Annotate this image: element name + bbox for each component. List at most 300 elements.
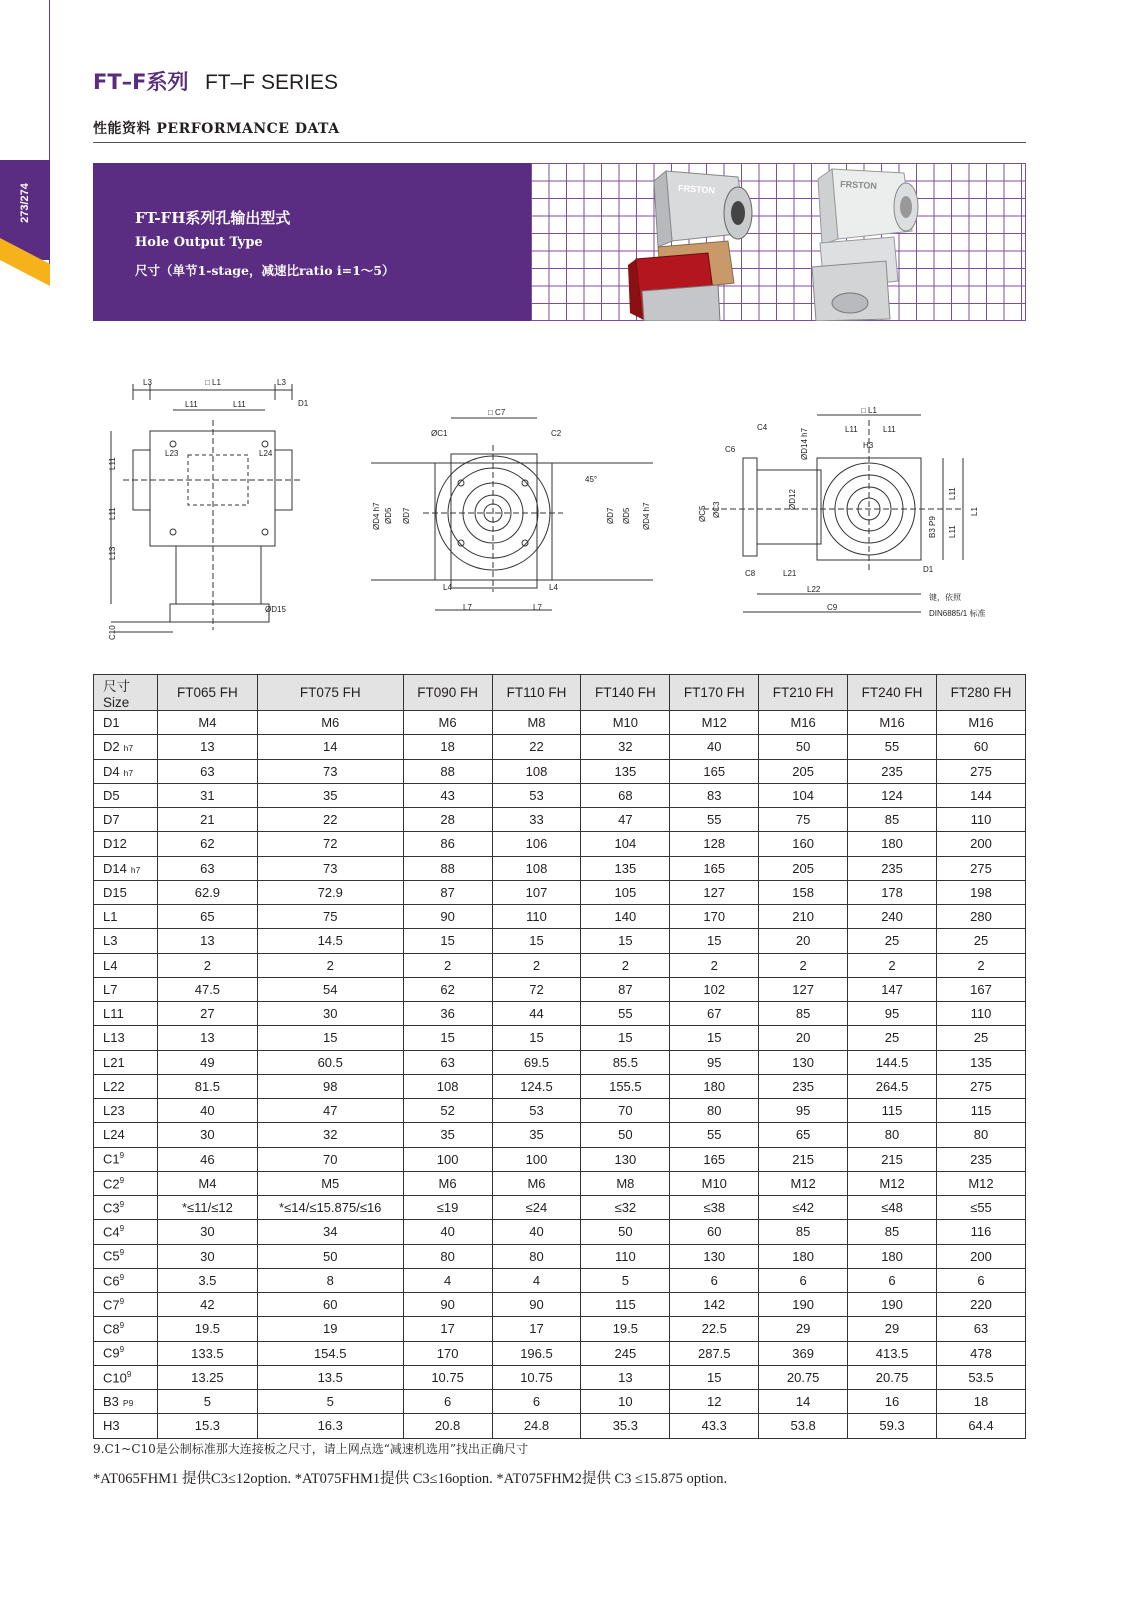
dim-D14: ØD14 h7 bbox=[800, 427, 809, 460]
table-cell: 47 bbox=[581, 808, 670, 832]
table-cell: 50 bbox=[581, 1123, 670, 1147]
product-image-silver bbox=[798, 163, 928, 321]
table-cell: 160 bbox=[759, 832, 848, 856]
table-cell: *≤11/≤12 bbox=[157, 1196, 257, 1220]
row-label-sup: 9 bbox=[119, 1296, 125, 1306]
table-cell: 108 bbox=[403, 1074, 492, 1098]
table-cell: 413.5 bbox=[848, 1341, 937, 1365]
row-label-name: L11 bbox=[103, 1006, 124, 1022]
row-label bbox=[94, 711, 158, 735]
table-cell: 85 bbox=[848, 1220, 937, 1244]
series-title-cn: FT–F系列 bbox=[93, 70, 189, 94]
table-cell: 275 bbox=[936, 759, 1025, 783]
table-cell: 110 bbox=[936, 808, 1025, 832]
dim-C6: C6 bbox=[725, 445, 736, 454]
table-cell: 65 bbox=[157, 905, 257, 929]
row-label-sub: h7 bbox=[123, 767, 134, 778]
row-label bbox=[94, 735, 158, 759]
table-cell: 63 bbox=[936, 1317, 1025, 1341]
table-header-col: FT280 FH bbox=[936, 675, 1025, 711]
table-cell: 200 bbox=[936, 832, 1025, 856]
table-cell: 180 bbox=[848, 1244, 937, 1268]
table-cell: 47.5 bbox=[157, 977, 257, 1001]
row-label-name: B3 bbox=[103, 1394, 119, 1410]
table-cell: 86 bbox=[403, 832, 492, 856]
table-cell: 196.5 bbox=[492, 1341, 581, 1365]
table-cell: 240 bbox=[848, 905, 937, 929]
table-cell: 198 bbox=[936, 880, 1025, 904]
row-label-name: L21 bbox=[103, 1054, 125, 1070]
table-cell: 235 bbox=[848, 759, 937, 783]
banner-spec: 尺寸（单节1-stage，减速比ratio i=1～5） bbox=[135, 263, 395, 278]
table-cell: 25 bbox=[936, 929, 1025, 953]
table-header-col: FT110 FH bbox=[492, 675, 581, 711]
table-cell: 130 bbox=[759, 1050, 848, 1074]
table-cell: 63 bbox=[157, 759, 257, 783]
table-cell: 85 bbox=[848, 808, 937, 832]
table-cell: M6 bbox=[257, 711, 403, 735]
table-cell: 65 bbox=[759, 1123, 848, 1147]
table-cell: M4 bbox=[157, 711, 257, 735]
table-row bbox=[94, 977, 1026, 1001]
table-row bbox=[94, 1099, 1026, 1123]
table-cell: 108 bbox=[492, 856, 581, 880]
dim-C3: ØC3 bbox=[712, 501, 721, 518]
table-cell: 135 bbox=[936, 1050, 1025, 1074]
table-cell: M8 bbox=[492, 711, 581, 735]
table-cell: 6 bbox=[492, 1390, 581, 1414]
table-cell: 72.9 bbox=[257, 880, 403, 904]
table-row bbox=[94, 759, 1026, 783]
table-cell: 142 bbox=[670, 1293, 759, 1317]
dim-C1: ØC1 bbox=[431, 429, 448, 438]
table-cell: 6 bbox=[670, 1268, 759, 1292]
table-cell: 178 bbox=[848, 880, 937, 904]
table-cell: 50 bbox=[759, 735, 848, 759]
row-label-name: C3 bbox=[103, 1200, 120, 1216]
dim-D4-left: ØD4 h7 bbox=[372, 502, 381, 530]
table-cell: 13.25 bbox=[157, 1365, 257, 1389]
product-image-red bbox=[628, 163, 758, 321]
key-note-1: 键，依照 bbox=[929, 593, 961, 602]
table-cell: 287.5 bbox=[670, 1341, 759, 1365]
table-cell: 115 bbox=[936, 1099, 1025, 1123]
table-cell: 55 bbox=[670, 1123, 759, 1147]
dim-D7-left: ØD7 bbox=[402, 507, 411, 524]
table-cell: 2 bbox=[403, 953, 492, 977]
row-label bbox=[94, 832, 158, 856]
dim-L1-left: □ L1 bbox=[205, 378, 221, 387]
dim-L11-d: L11 bbox=[108, 507, 117, 520]
row-label-name: L3 bbox=[103, 933, 118, 949]
table-cell: 95 bbox=[759, 1099, 848, 1123]
dim-L11-e: L11 bbox=[845, 425, 858, 434]
dim-L11-g: L11 bbox=[948, 487, 957, 500]
table-cell: 88 bbox=[403, 759, 492, 783]
table-cell: 75 bbox=[257, 905, 403, 929]
row-label-name: C7 bbox=[103, 1297, 120, 1313]
table-cell: M10 bbox=[581, 711, 670, 735]
table-cell: 13 bbox=[157, 1026, 257, 1050]
table-header-col: FT075 FH bbox=[257, 675, 403, 711]
table-cell: M16 bbox=[759, 711, 848, 735]
table-cell: 104 bbox=[759, 783, 848, 807]
table-row bbox=[94, 905, 1026, 929]
dim-H3: H3 bbox=[863, 441, 874, 450]
table-cell: 35 bbox=[257, 783, 403, 807]
table-row bbox=[94, 856, 1026, 880]
row-label-sup: 9 bbox=[119, 1199, 125, 1209]
table-cell: 32 bbox=[581, 735, 670, 759]
table-cell: 90 bbox=[403, 905, 492, 929]
table-cell: 124 bbox=[848, 783, 937, 807]
row-label bbox=[94, 1390, 158, 1414]
table-cell: M6 bbox=[403, 711, 492, 735]
row-label-sup: 9 bbox=[119, 1272, 125, 1282]
table-cell: 25 bbox=[848, 1026, 937, 1050]
key-note-2: DIN6885/1 标准 bbox=[929, 609, 986, 618]
technical-drawings bbox=[93, 360, 1026, 650]
table-cell: 18 bbox=[936, 1390, 1025, 1414]
table-cell: 10.75 bbox=[403, 1365, 492, 1389]
table-cell: M16 bbox=[936, 711, 1025, 735]
table-cell: 100 bbox=[492, 1147, 581, 1171]
row-label-name: D12 bbox=[103, 836, 127, 852]
table-cell: 69.5 bbox=[492, 1050, 581, 1074]
table-row bbox=[94, 1196, 1026, 1220]
table-cell: 60.5 bbox=[257, 1050, 403, 1074]
table-cell: 18 bbox=[403, 735, 492, 759]
table-cell: 22 bbox=[492, 735, 581, 759]
row-label bbox=[94, 1244, 158, 1268]
section-divider bbox=[93, 142, 1026, 143]
table-cell: 5 bbox=[581, 1268, 670, 1292]
table-cell: 2 bbox=[936, 953, 1025, 977]
table-row bbox=[94, 735, 1026, 759]
dim-L1-vert: L1 bbox=[970, 507, 979, 516]
series-title bbox=[93, 66, 338, 96]
row-label-name: C4 bbox=[103, 1224, 120, 1240]
table-cell: 80 bbox=[492, 1244, 581, 1268]
table-row bbox=[94, 1268, 1026, 1292]
table-cell: 87 bbox=[403, 880, 492, 904]
table-cell: 4 bbox=[492, 1268, 581, 1292]
row-label bbox=[94, 1026, 158, 1050]
table-cell: 24.8 bbox=[492, 1414, 581, 1438]
table-cell: 108 bbox=[492, 759, 581, 783]
table-cell: 47 bbox=[257, 1099, 403, 1123]
table-cell: 50 bbox=[581, 1220, 670, 1244]
table-cell: 30 bbox=[157, 1220, 257, 1244]
table-cell: 180 bbox=[670, 1074, 759, 1098]
table-cell: 80 bbox=[936, 1123, 1025, 1147]
table-cell: 100 bbox=[403, 1147, 492, 1171]
table-cell: 40 bbox=[492, 1220, 581, 1244]
table-row bbox=[94, 1317, 1026, 1341]
table-cell: 40 bbox=[670, 735, 759, 759]
table-cell: 50 bbox=[257, 1244, 403, 1268]
table-cell: 81.5 bbox=[157, 1074, 257, 1098]
table-cell: 147 bbox=[848, 977, 937, 1001]
row-label bbox=[94, 977, 158, 1001]
row-label bbox=[94, 953, 158, 977]
dim-L7-left: L7 bbox=[463, 603, 472, 612]
table-cell: 17 bbox=[403, 1317, 492, 1341]
row-label bbox=[94, 880, 158, 904]
table-cell: 52 bbox=[403, 1099, 492, 1123]
row-label-sup: 9 bbox=[119, 1345, 125, 1355]
table-cell: 200 bbox=[936, 1244, 1025, 1268]
row-label-sup: 9 bbox=[126, 1369, 132, 1379]
table-cell: 62 bbox=[403, 977, 492, 1001]
table-cell: M12 bbox=[759, 1171, 848, 1195]
row-label bbox=[94, 1171, 158, 1195]
table-cell: 215 bbox=[759, 1147, 848, 1171]
table-cell: M6 bbox=[492, 1171, 581, 1195]
row-label-name: D2 bbox=[103, 739, 120, 755]
table-cell: 29 bbox=[848, 1317, 937, 1341]
table-cell: 115 bbox=[581, 1293, 670, 1317]
table-cell: 15 bbox=[403, 929, 492, 953]
table-header-col: FT170 FH bbox=[670, 675, 759, 711]
table-cell: 22 bbox=[257, 808, 403, 832]
table-cell: 235 bbox=[759, 1074, 848, 1098]
row-label bbox=[94, 1365, 158, 1389]
dim-C9: C9 bbox=[827, 603, 838, 612]
dim-L23: L23 bbox=[165, 449, 179, 458]
table-cell: 16.3 bbox=[257, 1414, 403, 1438]
row-label bbox=[94, 1293, 158, 1317]
table-cell: 55 bbox=[848, 735, 937, 759]
dim-B3: B3 P9 bbox=[928, 516, 937, 538]
dim-C8: C8 bbox=[745, 569, 756, 578]
table-cell: 33 bbox=[492, 808, 581, 832]
table-row bbox=[94, 1220, 1026, 1244]
table-cell: 6 bbox=[403, 1390, 492, 1414]
table-cell: 25 bbox=[848, 929, 937, 953]
drawing-adapter-labels bbox=[698, 406, 985, 618]
dim-D5-left: ØD5 bbox=[384, 507, 393, 524]
table-cell: 53.8 bbox=[759, 1414, 848, 1438]
table-cell: 30 bbox=[157, 1123, 257, 1147]
table-cell: 2 bbox=[848, 953, 937, 977]
row-label-name: D15 bbox=[103, 884, 127, 900]
dim-D1: D1 bbox=[298, 399, 309, 408]
table-cell: 135 bbox=[581, 759, 670, 783]
dim-C4: C4 bbox=[757, 423, 768, 432]
table-cell: 85.5 bbox=[581, 1050, 670, 1074]
table-cell: 10 bbox=[581, 1390, 670, 1414]
table-cell: 59.3 bbox=[848, 1414, 937, 1438]
dim-L7-right: L7 bbox=[533, 603, 542, 612]
table-cell: 15 bbox=[492, 929, 581, 953]
row-label-name: D5 bbox=[103, 787, 120, 803]
table-cell: 210 bbox=[759, 905, 848, 929]
table-cell: ≤42 bbox=[759, 1196, 848, 1220]
table-cell: 49 bbox=[157, 1050, 257, 1074]
footnote-1: 9.C1~C10是公制标准那大连接板之尺寸，请上网点选“减速机选用”找出正确尺寸 bbox=[93, 1442, 529, 1456]
table-cell: 15 bbox=[257, 1026, 403, 1050]
table-cell: 35.3 bbox=[581, 1414, 670, 1438]
table-cell: 30 bbox=[257, 1002, 403, 1026]
table-cell: 12 bbox=[670, 1390, 759, 1414]
table-cell: 75 bbox=[759, 808, 848, 832]
table-cell: 40 bbox=[157, 1099, 257, 1123]
table-cell: ≤48 bbox=[848, 1196, 937, 1220]
row-label-name: C5 bbox=[103, 1248, 120, 1264]
table-cell: 21 bbox=[157, 808, 257, 832]
table-cell: 95 bbox=[670, 1050, 759, 1074]
table-cell: 264.5 bbox=[848, 1074, 937, 1098]
table-cell: M10 bbox=[670, 1171, 759, 1195]
row-label-name: D1 bbox=[103, 715, 120, 731]
table-cell: 20 bbox=[759, 1026, 848, 1050]
table-cell: 170 bbox=[403, 1341, 492, 1365]
table-cell: 60 bbox=[936, 735, 1025, 759]
table-cell: 140 bbox=[581, 905, 670, 929]
row-label-name: C8 bbox=[103, 1321, 120, 1337]
table-cell: ≤32 bbox=[581, 1196, 670, 1220]
table-cell: 2 bbox=[759, 953, 848, 977]
table-cell: 8 bbox=[257, 1268, 403, 1292]
dim-C7: □ C7 bbox=[488, 408, 506, 417]
table-cell: 369 bbox=[759, 1341, 848, 1365]
table-cell: 154.5 bbox=[257, 1341, 403, 1365]
table-cell: 165 bbox=[670, 856, 759, 880]
row-label-name: L23 bbox=[103, 1103, 125, 1119]
row-label bbox=[94, 1002, 158, 1026]
table-cell: 13 bbox=[157, 735, 257, 759]
table-cell: 205 bbox=[759, 759, 848, 783]
table-cell: 158 bbox=[759, 880, 848, 904]
table-cell: 19.5 bbox=[157, 1317, 257, 1341]
table-cell: 2 bbox=[257, 953, 403, 977]
table-cell: 22.5 bbox=[670, 1317, 759, 1341]
table-cell: 62.9 bbox=[157, 880, 257, 904]
row-label-sub: P9 bbox=[122, 1398, 134, 1409]
table-row bbox=[94, 711, 1026, 735]
table-cell: 35 bbox=[492, 1123, 581, 1147]
dim-D15: ØD15 bbox=[265, 605, 286, 614]
table-cell: 13.5 bbox=[257, 1365, 403, 1389]
table-cell: 85 bbox=[759, 1220, 848, 1244]
table-cell: 35 bbox=[403, 1123, 492, 1147]
table-row bbox=[94, 880, 1026, 904]
table-cell: 14 bbox=[257, 735, 403, 759]
row-label bbox=[94, 1414, 158, 1438]
table-cell: 55 bbox=[581, 1002, 670, 1026]
table-row bbox=[94, 1390, 1026, 1414]
table-header-col: FT090 FH bbox=[403, 675, 492, 711]
table-cell: 144.5 bbox=[848, 1050, 937, 1074]
table-header-col: FT240 FH bbox=[848, 675, 937, 711]
row-label bbox=[94, 1317, 158, 1341]
row-label-name: L7 bbox=[103, 981, 118, 997]
table-cell: 110 bbox=[936, 1002, 1025, 1026]
table-cell: 80 bbox=[403, 1244, 492, 1268]
table-cell: 15 bbox=[670, 1026, 759, 1050]
table-cell: 5 bbox=[257, 1390, 403, 1414]
table-cell: 55 bbox=[670, 808, 759, 832]
table-cell: 155.5 bbox=[581, 1074, 670, 1098]
table-cell: 180 bbox=[759, 1244, 848, 1268]
row-label-name: L22 bbox=[103, 1078, 125, 1094]
table-cell: 180 bbox=[848, 832, 937, 856]
table-cell: 72 bbox=[257, 832, 403, 856]
table-cell: 220 bbox=[936, 1293, 1025, 1317]
dim-D4-right: ØD4 h7 bbox=[642, 502, 651, 530]
table-cell: 110 bbox=[581, 1244, 670, 1268]
table-cell: 27 bbox=[157, 1002, 257, 1026]
table-cell: 54 bbox=[257, 977, 403, 1001]
dimension-table bbox=[93, 674, 1026, 1439]
row-label bbox=[94, 783, 158, 807]
table-cell: 20.8 bbox=[403, 1414, 492, 1438]
table-row bbox=[94, 1293, 1026, 1317]
table-cell: M16 bbox=[848, 711, 937, 735]
table-cell: 53 bbox=[492, 783, 581, 807]
table-cell: 83 bbox=[670, 783, 759, 807]
table-cell: 275 bbox=[936, 1074, 1025, 1098]
table-cell: 170 bbox=[670, 905, 759, 929]
dim-L11-f: L11 bbox=[883, 425, 896, 434]
table-cell: 124.5 bbox=[492, 1074, 581, 1098]
table-row bbox=[94, 1341, 1026, 1365]
table-cell: 25 bbox=[936, 1026, 1025, 1050]
table-cell: 245 bbox=[581, 1341, 670, 1365]
row-label-sup: 9 bbox=[119, 1175, 125, 1185]
table-row bbox=[94, 832, 1026, 856]
table-cell: 105 bbox=[581, 880, 670, 904]
table-cell: M8 bbox=[581, 1171, 670, 1195]
table-cell: 64.4 bbox=[936, 1414, 1025, 1438]
table-cell: 20.75 bbox=[848, 1365, 937, 1389]
table-cell: 110 bbox=[492, 905, 581, 929]
row-label bbox=[94, 856, 158, 880]
drawing-side-view bbox=[111, 384, 303, 632]
row-label bbox=[94, 1341, 158, 1365]
table-cell: 6 bbox=[848, 1268, 937, 1292]
row-label bbox=[94, 1147, 158, 1171]
table-cell: 19.5 bbox=[581, 1317, 670, 1341]
dim-L21: L21 bbox=[783, 569, 797, 578]
row-label-sub: h7 bbox=[123, 743, 134, 754]
table-cell: 2 bbox=[670, 953, 759, 977]
table-cell: 70 bbox=[257, 1147, 403, 1171]
table-cell: 87 bbox=[581, 977, 670, 1001]
table-cell: 67 bbox=[670, 1002, 759, 1026]
table-cell: 128 bbox=[670, 832, 759, 856]
table-row bbox=[94, 1147, 1026, 1171]
table-cell: 20 bbox=[759, 929, 848, 953]
table-cell: M12 bbox=[670, 711, 759, 735]
row-label bbox=[94, 1123, 158, 1147]
series-title-en: FT–F SERIES bbox=[204, 71, 338, 94]
row-label bbox=[94, 1050, 158, 1074]
table-cell: 215 bbox=[848, 1147, 937, 1171]
dim-L11-a: L11 bbox=[185, 400, 198, 409]
dim-L1-right: □ L1 bbox=[861, 406, 877, 415]
table-row bbox=[94, 783, 1026, 807]
row-label-name: D14 bbox=[103, 860, 127, 876]
dim-D1-right: D1 bbox=[923, 565, 934, 574]
table-cell: 104 bbox=[581, 832, 670, 856]
table-row bbox=[94, 1074, 1026, 1098]
table-cell: 17 bbox=[492, 1317, 581, 1341]
table-cell: 73 bbox=[257, 856, 403, 880]
table-row bbox=[94, 953, 1026, 977]
row-label-sup: 9 bbox=[119, 1224, 125, 1234]
